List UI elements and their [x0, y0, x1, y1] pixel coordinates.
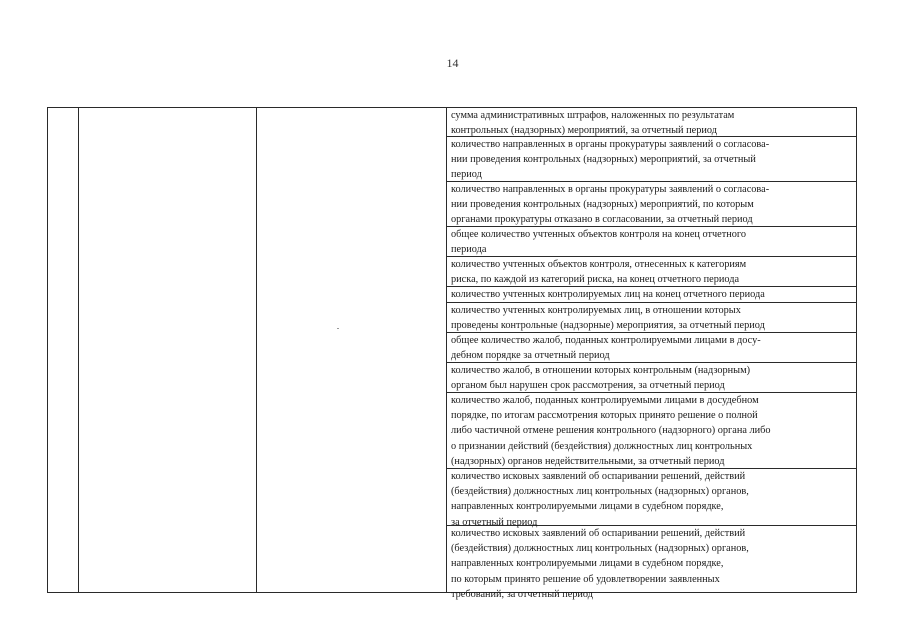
table-row: количество учтенных контролируемых лиц на конец отчетного периода: [447, 287, 856, 303]
column-divider-1: [78, 108, 79, 592]
table-row: количество учтенных контролируемых лиц, в отношении которых проведены контрольные (надзорные) мероприятия, за отчетный период: [447, 303, 856, 333]
column-divider-2: [256, 108, 257, 592]
table-row: общее количество жалоб, поданных контролируемыми лицами в досу- дебном порядке за отчетный период: [447, 333, 856, 363]
page-number: 14: [446, 56, 459, 70]
table-row: сумма административных штрафов, наложенных по результатам контрольных (надзорных) мероприятий, за отчетный период: [447, 108, 856, 137]
table-row: общее количество учтенных объектов контроля на конец отчетного периода: [447, 227, 856, 257]
table-row: количество направленных в органы прокуратуры заявлений о согласова- нии проведения контрольных (надзорных) мероприятий, за отчетный период: [447, 137, 856, 182]
scan-speck: [337, 328, 339, 329]
table-row: количество учтенных объектов контроля, отнесенных к категориям риска, по каждой из категорий риска, на конец отчетного периода: [447, 257, 856, 287]
indicator-table: [47, 107, 857, 600]
indicator-column: [447, 108, 856, 600]
table-row: количество жалоб, в отношении которых контрольным (надзорным) органом был нарушен срок рассмотрения, за отчетный период: [447, 363, 856, 393]
table-row: количество исковых заявлений об оспаривании решений, действий (бездействия) должностных лиц контрольных (надзорных) органов, направленных контролируемыми лицами в судебном порядке, по которым принято решение об удовлетворении заявленных требований, за отчетный период: [451, 528, 749, 600]
table-row: количество жалоб, поданных контролируемыми лицами в досудебном порядке, по итогам рассмотрения которых принято решение о полной либо частичной отмене решения контрольного (надзорного) органа либо о признании действий (бездействия) должностных лиц контрольных (надзорных) органов недействительными, за отчетный период: [447, 393, 856, 469]
table-row: количество исковых заявлений об оспаривании решений, действий (бездействия) должностных лиц контрольных (надзорных) органов, направленных контролируемыми лицами в судебном порядке, за отчетный период: [447, 469, 856, 526]
table-row: количество направленных в органы прокуратуры заявлений о согласова- нии проведения контрольных (надзорных) мероприятий, по которым органами прокуратуры отказано в согласовании, за отчетный период: [447, 182, 856, 227]
